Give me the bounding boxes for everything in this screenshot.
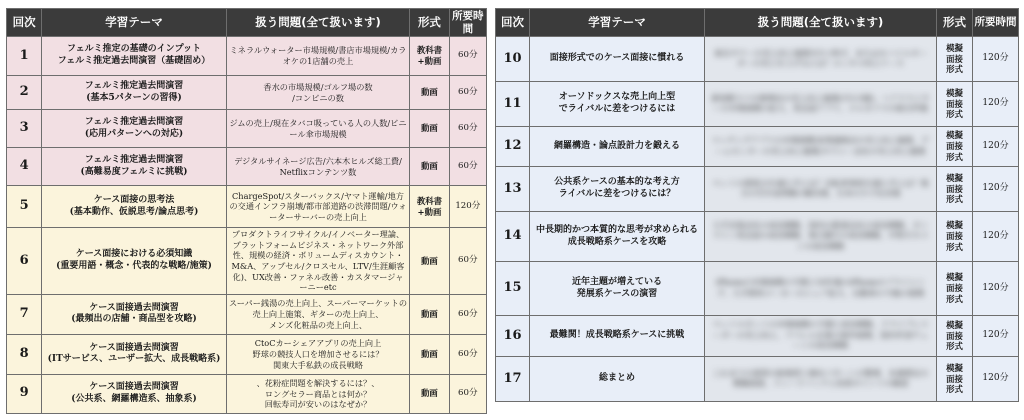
theme-cell: フェルミ推定過去問演習 (基本5パターンの習得) xyxy=(42,76,227,110)
problems-cell xyxy=(705,167,937,212)
table-row xyxy=(7,110,487,148)
table-row xyxy=(7,37,487,76)
format-cell: 模擬 面接 形式 xyxy=(937,127,973,167)
problems-cell: ジムの売上/現在タバコ吸っている人の人数/ビニール傘市場規模 xyxy=(226,110,409,148)
theme-cell: 近年主題が増えている 発展系ケースの演習 xyxy=(530,262,705,316)
problems-cell: 、花粉症問題を解決するには？、 ロングセラー商品とは何か？ 回転寿司が安いのはなぜか？ xyxy=(226,374,409,413)
table-row xyxy=(7,334,487,374)
time-cell: 60分 xyxy=(449,110,486,148)
time-cell: 120分 xyxy=(973,82,1019,127)
problems-cell: プロダクトライフサイクル/イノベーター理論、プラットフォームビジネス・ネットワーク外部性、規模の経済・ボリュームディスカウント・M&A、アップセル/クロスセル、LTV/生涯顧客化)、UX改善・ファネル改善・カスタマージャーニーetc xyxy=(226,228,409,295)
round-number: 10 xyxy=(496,37,530,82)
table-row xyxy=(496,357,1019,402)
theme-cell: フェルミ推定の基礎のインプット フェルミ推定過去問演習（基礎固め） xyxy=(42,37,227,76)
theme-cell: 最難関！成長戦略系ケースに挑戦 xyxy=(530,316,705,357)
theme-cell: ケース面接過去問演習 (公共系、網羅構造系、抽象系) xyxy=(42,374,227,413)
time-cell: 120分 xyxy=(973,316,1019,357)
table-row xyxy=(7,294,487,334)
round-number: 15 xyxy=(496,262,530,316)
header-round: 回次 xyxy=(7,9,42,37)
round-number: 7 xyxy=(7,294,42,334)
table-row xyxy=(496,37,1019,82)
time-cell: 120分 xyxy=(973,357,1019,402)
format-cell: 動画 xyxy=(410,110,449,148)
problems-cell: 香水の市場規模/ゴルフ場の数 /コンビニの数 xyxy=(226,76,409,110)
table-row xyxy=(7,148,487,186)
round-number: 3 xyxy=(7,110,42,148)
format-cell: 動画 xyxy=(410,148,449,186)
theme-cell: ケース面接過去問演習 (最頻出の店舗・商品型を攻略) xyxy=(42,294,227,334)
problems-cell xyxy=(705,82,937,127)
format-cell: 動画 xyxy=(410,76,449,110)
theme-cell: フェルミ推定過去問演習 (応用パターンへの対応) xyxy=(42,110,227,148)
problems-cell xyxy=(705,212,937,262)
format-cell: 模擬 面接 形式 xyxy=(937,316,973,357)
format-cell: 模擬 面接 形式 xyxy=(937,262,973,316)
problems-cell xyxy=(705,262,937,316)
round-number: 8 xyxy=(7,334,42,374)
time-cell: 60分 xyxy=(449,228,486,295)
blurred-problems-text: ペットの殺処分を減らすには？自転車事故を減らすには？地方の空き家問題の解決策、日本の少子化対策 xyxy=(712,178,929,198)
table-row xyxy=(7,374,487,413)
table-row xyxy=(496,212,1019,262)
problems-cell: ChargeSpot/スターバックス/ヤマト運輸/地方の交通インフラ崩壊/都市部道路の渋滞問題/ウォーターサーバーの売上向上 xyxy=(226,186,409,228)
time-cell: 120分 xyxy=(973,127,1019,167)
problems-cell xyxy=(705,37,937,82)
problems-cell: ミネラルウォーター市場規模/書店市場規模/カラオケの1店舗の売上 xyxy=(226,37,409,76)
blurred-problems-text: 新宿駅スマホ修理店の売上向上施策(月3.5億)、ヘアドライヤーの市場規模の拡大、英会話アプリ、メルカリでの取引件数 xyxy=(711,93,930,113)
blurred-problems-text: 大手音楽会社の成長戦略、国内の鉄道会社の成長戦略、オンライン英会話の成長戦略、地方銀行の成長戦略、中堅ゼネコンの成長戦略 xyxy=(712,220,929,251)
table-row xyxy=(496,82,1019,127)
header-format: 形式 xyxy=(410,9,449,37)
round-number: 11 xyxy=(496,82,530,127)
table-header-row xyxy=(496,9,1019,37)
round-number: 1 xyxy=(7,37,42,76)
theme-cell: 面接形式でのケース面接に慣れる xyxy=(530,37,705,82)
time-cell: 60分 xyxy=(449,334,486,374)
time-cell: 120分 xyxy=(973,167,1019,212)
time-cell: 120分 xyxy=(973,262,1019,316)
header-theme: 学習テーマ xyxy=(42,9,227,37)
round-number: 16 xyxy=(496,316,530,357)
theme-cell: 網羅構造・論点設計力を鍛える xyxy=(530,127,705,167)
problems-cell xyxy=(705,316,937,357)
time-cell: 120分 xyxy=(449,186,486,228)
theme-cell: 公共系ケースの基本的な考え方 ライバルに差をつけるには？ xyxy=(530,167,705,212)
header-problems: 扱う問題(全て扱います) xyxy=(705,9,937,37)
time-cell: 60分 xyxy=(449,374,486,413)
format-cell: 模擬 面接 形式 xyxy=(937,357,973,402)
problems-cell: スーパー銭湯の売上向上、スーパーマーケットの売上向上施策、ギターの売上向上、 メンズ化粧品の売上向上、 xyxy=(226,294,409,334)
table-row xyxy=(496,127,1019,167)
round-number: 9 xyxy=(7,374,42,413)
header-time: 所要時間 xyxy=(449,9,486,37)
table-row xyxy=(7,186,487,228)
round-number: 17 xyxy=(496,357,530,402)
table-row xyxy=(496,167,1019,212)
time-cell: 60分 xyxy=(449,148,486,186)
format-cell: 動画 xyxy=(410,374,449,413)
format-cell: 模擬 面接 形式 xyxy=(937,212,973,262)
format-cell: 教科書 +動画 xyxy=(410,37,449,76)
problems-cell: デジタルサイネージ広告/六本木ヒルズ総工費/ Netflixコンテンツ数 xyxy=(226,148,409,186)
header-problems: 扱う問題(全て扱います) xyxy=(226,9,409,37)
format-cell: 動画 xyxy=(410,294,449,334)
round-number: 13 xyxy=(496,167,530,212)
round-number: 12 xyxy=(496,127,530,167)
header-round: 回次 xyxy=(496,9,530,37)
curriculum-table-right xyxy=(495,8,1019,402)
problems-cell: CtoCカーシェアアプリの売上向上 野球の競技人口を増加させるには？ 関東大手私鉄の成長戦略 xyxy=(226,334,409,374)
time-cell: 120分 xyxy=(973,37,1019,82)
round-number: 5 xyxy=(7,186,42,228)
theme-cell: ケース面接過去問演習 (ITサービス、ユーザー拡大、成長戦略系) xyxy=(42,334,227,374)
format-cell: 動画 xyxy=(410,334,449,374)
format-cell: 模擬 面接 形式 xyxy=(937,167,973,212)
blurred-problems-text: 東京タワーの売上向上施策を5つ挙げ、またはモバイルオーダーの売上を上げるには？エンタメ向上ケース xyxy=(714,48,927,68)
format-cell: 動画 xyxy=(410,228,449,295)
blurred-problems-text: これまでの演習の総復習と頻出パターンの整理、本番想定の模擬面接、フィードバックと改善ポイントの確認 xyxy=(712,368,929,388)
blurred-problems-text: ペットロボットの市場規模の予測と成長戦略、ドライブレコーダーの売上向上、アパレル企業の海外展開、国内外食チェーンの成長戦略 xyxy=(712,320,929,351)
theme-cell: ケース面接における必須知識 (重要用語・概念・代表的な戦略/施策) xyxy=(42,228,227,295)
time-cell: 60分 xyxy=(449,37,486,76)
table-header-row xyxy=(7,9,487,37)
header-time: 所要時間 xyxy=(973,9,1019,37)
header-format: 形式 xyxy=(937,9,973,37)
curriculum-table-left xyxy=(6,8,487,414)
theme-cell: 総まとめ xyxy=(530,357,705,402)
format-cell: 模擬 面接 形式 xyxy=(937,37,973,82)
problems-cell xyxy=(705,127,937,167)
blurred-problems-text: iPhoneの市場規模の予測と10年後のiPhoneのプライシング、大手飲料メーカーのシェア拡大、自動車の今後の展開 xyxy=(715,278,926,298)
theme-cell: オーソドックスな売上向上型 でライバルに差をつけるには xyxy=(530,82,705,127)
blurred-problems-text: マッチングアプリの市場規模/家電量販店の売上向上施策、ゲームセンターの売上向上施策/タクシー会社の売上向上施策 xyxy=(711,136,930,156)
table-row xyxy=(496,316,1019,357)
table-row xyxy=(496,262,1019,316)
time-cell: 60分 xyxy=(449,76,486,110)
time-cell: 120分 xyxy=(973,212,1019,262)
round-number: 4 xyxy=(7,148,42,186)
theme-cell: フェルミ推定過去問演習 (高難易度フェルミに挑戦) xyxy=(42,148,227,186)
table-row xyxy=(7,228,487,295)
format-cell: 教科書 +動画 xyxy=(410,186,449,228)
theme-cell: 中長期的かつ本質的な思考が求められる 成長戦略系ケースを攻略 xyxy=(530,212,705,262)
format-cell: 模擬 面接 形式 xyxy=(937,82,973,127)
theme-cell: ケース面接の思考法 (基本動作、仮説思考/論点思考) xyxy=(42,186,227,228)
time-cell: 60分 xyxy=(449,294,486,334)
round-number: 6 xyxy=(7,228,42,295)
round-number: 14 xyxy=(496,212,530,262)
table-row xyxy=(7,76,487,110)
problems-cell xyxy=(705,357,937,402)
round-number: 2 xyxy=(7,76,42,110)
header-theme: 学習テーマ xyxy=(530,9,705,37)
